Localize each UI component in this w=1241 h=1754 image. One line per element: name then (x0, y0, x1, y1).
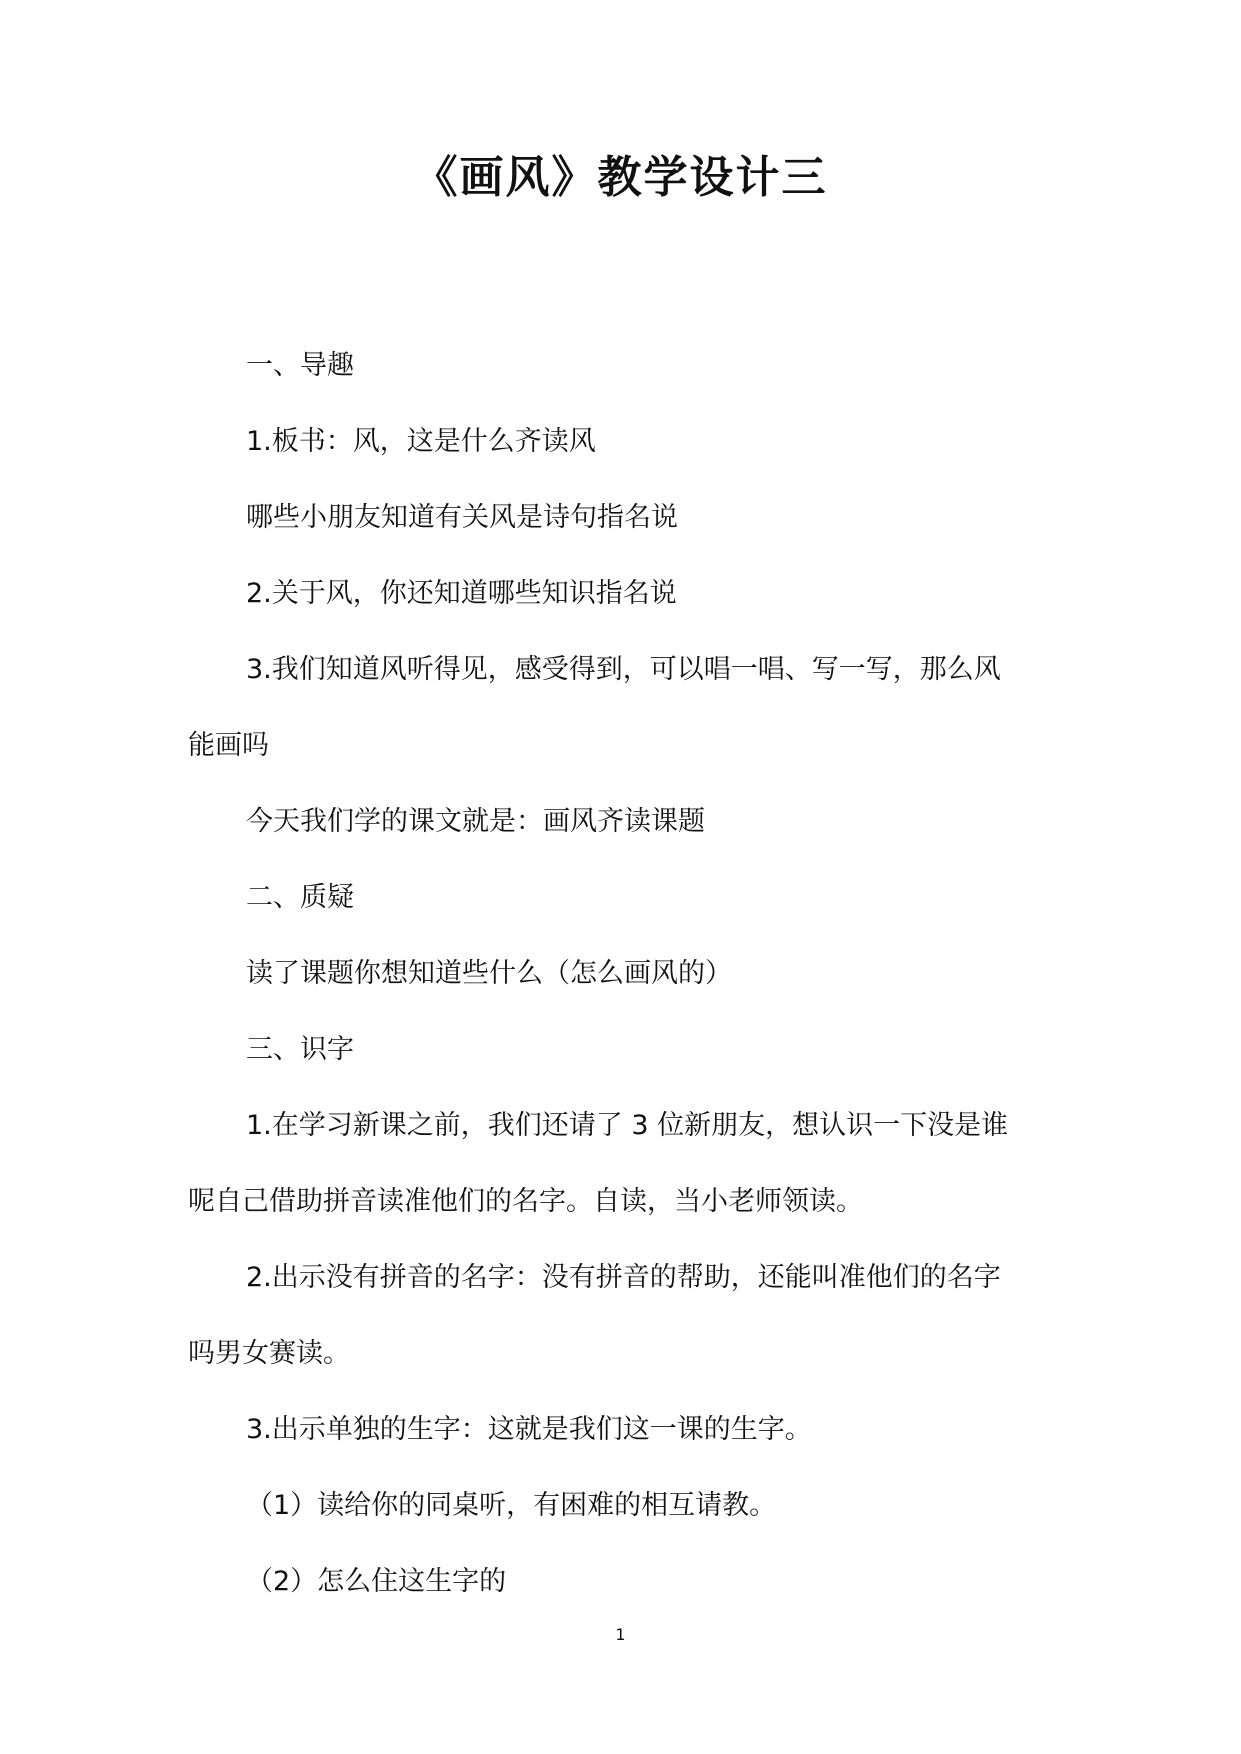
paragraph-line: 1.板书：风，这是什么齐读风 (246, 426, 596, 457)
document-body (188, 328, 1058, 1620)
paragraph-line: 2.出示没有拼音的名字：没有拼音的帮助，还能叫准他们的名字 (246, 1262, 1001, 1293)
paragraph-line: （2）怎么住这生字的 (246, 1566, 507, 1597)
paragraph-line: 呢自己借助拼音读准他们的名字。自读，当小老师领读。 (188, 1186, 863, 1217)
paragraph-line: 吗男女赛读。 (188, 1338, 350, 1369)
paragraph-line: 二、质疑 (246, 882, 354, 913)
paragraph-line: 2.关于风，你还知道哪些知识指名说 (246, 578, 677, 609)
document-title: 《画风》教学设计三 (413, 152, 828, 203)
page-number: 1 (615, 1625, 626, 1644)
paragraph-line: 读了课题你想知道些什么（怎么画风的） (246, 958, 732, 989)
paragraph-line: 3.我们知道风听得见，感受得到，可以唱一唱、写一写，那么风 (246, 654, 1001, 685)
paragraph-line: 3.出示单独的生字：这就是我们这一课的生字。 (246, 1414, 812, 1445)
paragraph-line: 1.在学习新课之前，我们还请了 3 位新朋友，想认识一下没是谁 (246, 1110, 1009, 1141)
paragraph-line: 三、识字 (246, 1034, 354, 1065)
paragraph-line: 能画吗 (188, 730, 269, 761)
paragraph-line: 哪些小朋友知道有关风是诗句指名说 (246, 502, 678, 533)
paragraph-line: （1）读给你的同桌听，有困难的相互请教。 (246, 1490, 777, 1521)
paragraph-line: 今天我们学的课文就是：画风齐读课题 (246, 806, 705, 837)
paragraph-line: 一、导趣 (246, 350, 354, 381)
